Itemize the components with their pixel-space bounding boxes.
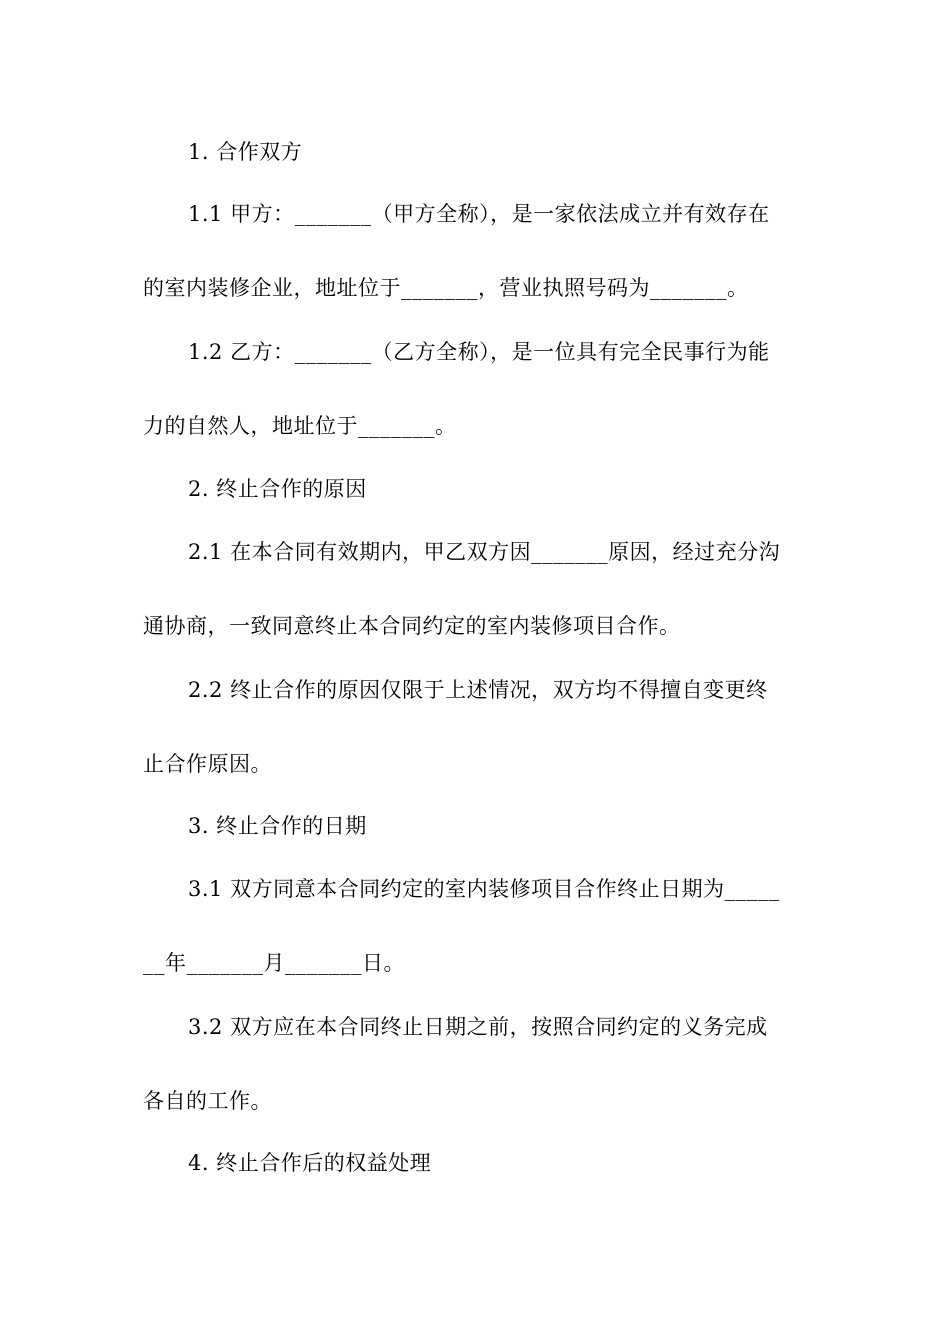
clause-2-1-line-2: 通协商，一致同意终止本合同约定的室内装修项目合作。 — [143, 614, 681, 638]
clause-3-1-line-2: __年_______月_______日。 — [143, 951, 405, 975]
clause-1-1-line-2: 的室内装修企业，地址位于_______，营业执照号码为_______。 — [143, 276, 749, 300]
section-2-heading: 2. 终止合作的原因 — [188, 477, 367, 501]
section-4-heading: 4. 终止合作后的权益处理 — [188, 1151, 432, 1175]
clause-3-2-line-1: 3.2 双方应在本合同终止日期之前，按照合同约定的义务完成 — [188, 1015, 768, 1039]
clause-3-2-line-2: 各自的工作。 — [143, 1089, 272, 1113]
section-3-heading: 3. 终止合作的日期 — [188, 814, 367, 838]
clause-1-1-line-1: 1.1 甲方：_______（甲方全称），是一家依法成立并有效存在 — [188, 202, 770, 226]
clause-2-2-line-2: 止合作原因。 — [143, 752, 272, 776]
clause-1-2-line-2: 力的自然人，地址位于_______。 — [143, 414, 457, 438]
clause-2-1-line-1: 2.1 在本合同有效期内，甲乙双方因_______原因，经过充分沟 — [188, 540, 781, 564]
clause-3-1-line-1: 3.1 双方同意本合同约定的室内装修项目合作终止日期为_____ — [188, 877, 780, 901]
clause-1-2-line-1: 1.2 乙方：_______（乙方全称），是一位具有完全民事行为能 — [188, 340, 770, 364]
clause-2-2-line-1: 2.2 终止合作的原因仅限于上述情况，双方均不得擅自变更终 — [188, 678, 768, 702]
section-1-heading: 1. 合作双方 — [188, 140, 303, 164]
